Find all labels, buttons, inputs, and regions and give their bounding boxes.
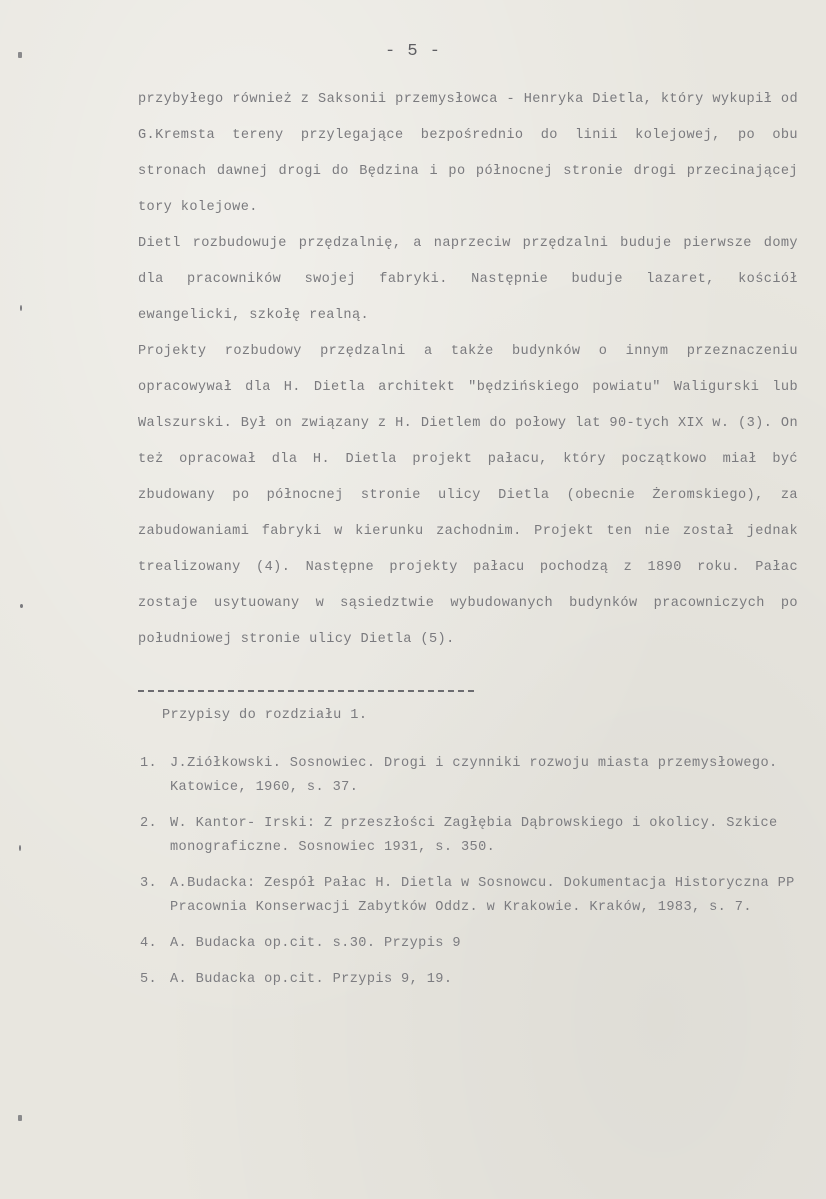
footnote-number: 3.: [140, 876, 158, 891]
footnote-text: A.Budacka: Zespół Pałac H. Dietla w Sosnowcu. Dokumentacja Historyczna PP Pracownia Konserwacji Zabytków Oddz. w Krakowie. Kraków, 1983, s. 7.: [170, 876, 795, 915]
footnote-number: 5.: [140, 972, 158, 987]
paper-speck: [20, 305, 22, 311]
footnote-number: 4.: [140, 936, 158, 951]
page-number: - 5 -: [384, 42, 441, 61]
body-paragraph: przybyłego również z Saksonii przemysłowca - Henryka Dietla, który wykupił od G.Kremsta tereny przylegające bezpośrednio do linii kolejowej, po obu stronach dawnej drogi do Będzina i po północnej stronie drogi przecinającej tory kolejowe.: [138, 92, 798, 215]
footnote-text: W. Kantor- Irski: Z przeszłości Zagłębia Dąbrowskiego i okolicy. Szkice monograficzne. Sosnowiec 1931, s. 350.: [170, 816, 778, 855]
footnote-number: 2.: [140, 816, 158, 831]
body-text: [138, 82, 798, 658]
footnote-item: [140, 812, 810, 860]
footnote-item: [140, 752, 810, 800]
footnote-item: [140, 968, 810, 992]
footnote-text: A. Budacka op.cit. Przypis 9, 19.: [170, 972, 453, 987]
body-paragraph: Dietl rozbudowuje przędzalnię, a naprzeciw przędzalni buduje pierwsze domy dla pracowników swojej fabryki. Następnie buduje lazaret, kościół ewangelicki, szkołę realną.: [138, 236, 798, 323]
footnote-number: 1.: [140, 756, 158, 771]
footnote-text: A. Budacka op.cit. s.30. Przypis 9: [170, 936, 461, 951]
paper-speck: [20, 604, 23, 608]
binder-hole-mark: [18, 1115, 22, 1121]
body-paragraph: Projekty rozbudowy przędzalni a także budynków o innym przeznaczeniu opracowywał dla H. Dietla architekt "będzińskiego powiatu" Waligurski lub Walszurski. Był on związany z H. Dietlem do połowy lat 90-tych XIX w. (3). On też opracował dla H. Dietla projekt pałacu, który początkowo miał być zbudowany po północnej stronie ulicy Dietla (obecnie Żeromskiego), za zabudowaniami fabryki w kierunku zachodnim. Projekt ten nie został jednak trealizowany (4). Następne projekty pałacu pochodzą z 1890 roku. Pałac zostaje usytuowany w sąsiedztwie wybudowanych budynków pracowniczych po południowej stronie ulicy Dietla (5).: [138, 344, 798, 647]
footnote-text: J.Ziółkowski. Sosnowiec. Drogi i czynniki rozwoju miasta przemysłowego. Katowice, 1960, s. 37.: [170, 756, 778, 795]
footnotes-heading: Przypisy do rozdziału 1.: [162, 708, 368, 723]
footnote-divider: [138, 690, 474, 692]
footnote-item: [140, 872, 810, 920]
paper-speck: [19, 845, 21, 851]
footnote-item: [140, 932, 810, 956]
footnotes-list: [140, 752, 810, 1004]
